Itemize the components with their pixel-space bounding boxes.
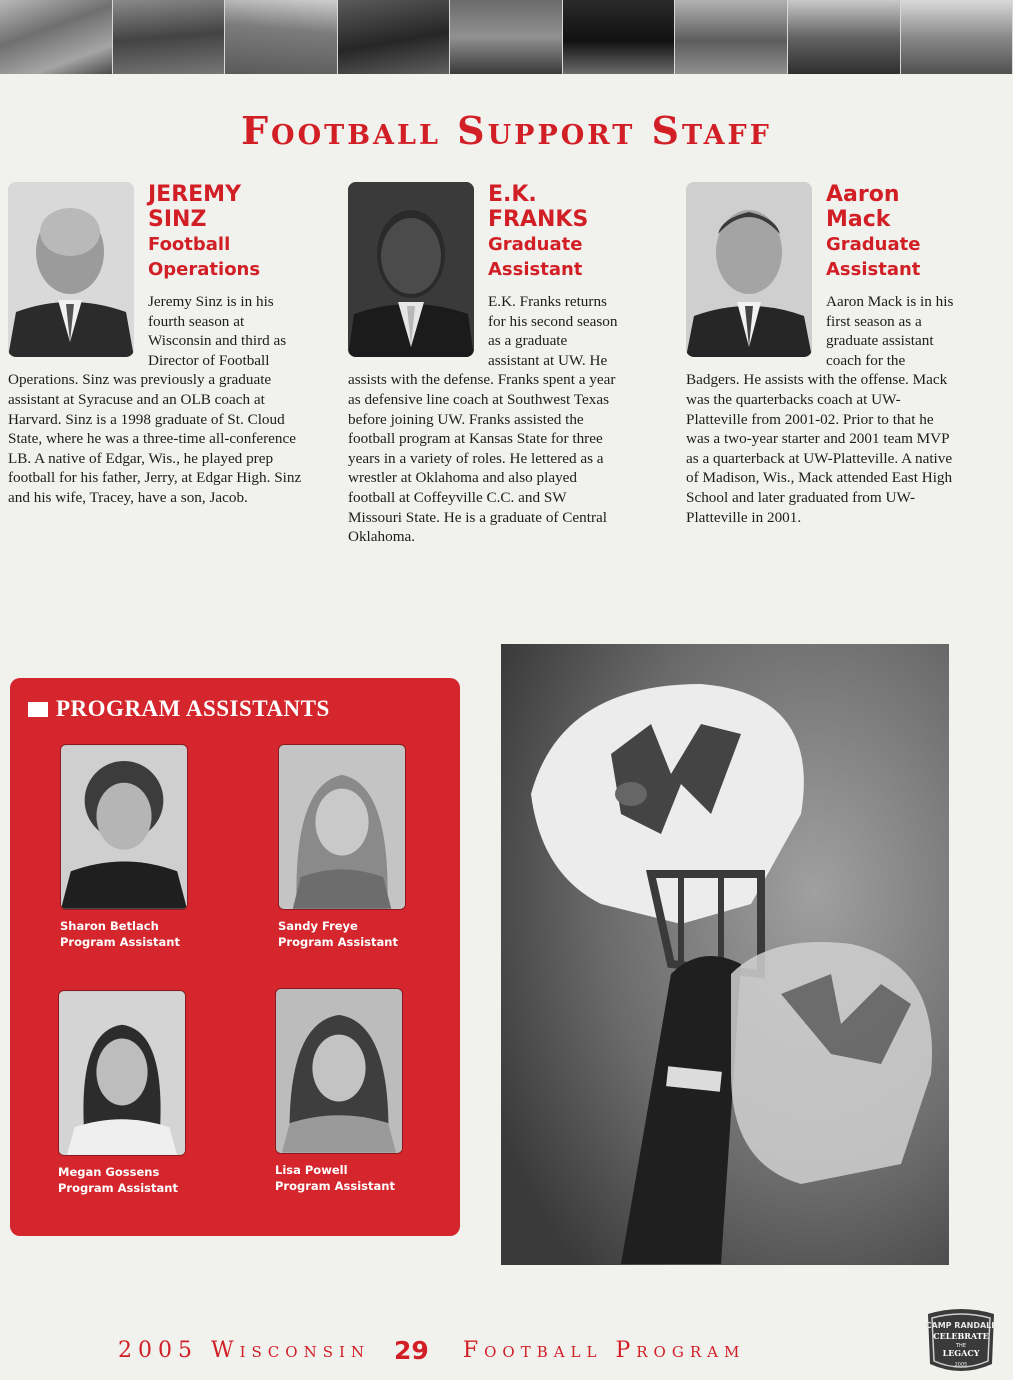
stadium-photo [0, 0, 113, 74]
footer-publication-right: Football Program [462, 1337, 746, 1363]
assistant-card [60, 744, 190, 950]
assistant-name: Lisa Powell [275, 1163, 348, 1177]
program-assistants-heading: PROGRAM ASSISTANTS [56, 696, 330, 721]
staff-photo [686, 182, 812, 357]
staff-photo [8, 182, 134, 357]
assistant-name: Megan Gossens [58, 1165, 160, 1179]
assistant-card [58, 990, 188, 1196]
logo-text-line3: THE [956, 1343, 966, 1349]
logo-text-line2: CELEBRATE [933, 1331, 989, 1341]
stadium-photo [225, 0, 338, 74]
staff-bio: Aaron Mack is in his first season as a graduate assistant coach for the Badgers. He assists with the offense. Mack was the quarterbacks coach at UW-Platteville from 2001-02. Prior to that he was a two-year starter and 2001 team MVP as a quarterback at UW-Platteville. A native of Madison, Wis., Mack attended East High School and later graduated from UW-Platteville in 2001. [686, 293, 954, 526]
stadium-photo [338, 0, 451, 74]
staff-name: JEREMY SINZ [148, 182, 242, 232]
staff-profile-sinz [8, 182, 306, 508]
staff-photo [348, 182, 474, 357]
square-bullet-icon [28, 702, 48, 717]
assistant-role: Program Assistant [278, 935, 398, 949]
photo-strip [0, 0, 1013, 74]
assistant-photo [60, 744, 188, 910]
logo-text-line1: CAMP RANDALL [925, 1321, 997, 1330]
page-number: 29 [394, 1335, 429, 1365]
staff-profile-franks [348, 182, 618, 547]
page-footer [118, 1330, 908, 1370]
staff-role: Graduate Assistant [826, 234, 921, 280]
staff-role: Football Operations [148, 234, 261, 280]
assistant-card [278, 744, 408, 950]
stadium-photo [563, 0, 676, 74]
staff-profile-mack [686, 182, 956, 527]
helmet-photo [501, 644, 949, 1265]
assistant-photo [58, 990, 186, 1156]
footer-publication-left: 2005 Wisconsin [118, 1337, 371, 1363]
assistant-name: Sandy Freye [278, 919, 358, 933]
staff-bio: E.K. Franks returns for his second season as a graduate assistant at UW. He assists with the defense. Franks spent a year as defensive line coach at Southwest Texas before joining UW. Franks assisted the football program at Kansas State for three years in a variety of roles. He lettered as a wrestler at Oklahoma and also played football at Coffeyville C.C. and SW Missouri State. He is a graduate of Central Oklahoma. [348, 293, 618, 546]
staff-bio: Jeremy Sinz is in his fourth season at Wisconsin and third as Director of Football Operations. Sinz was previously a graduate assistant at Syracuse and an OLB coach at Harvard. Sinz is a 1998 graduate of St. Cloud State, where he was a three-time all-conference LB. A native of Edgar, Wis., he played prep football for his father, Jerry, at Edgar High. Sinz and his wife, Tracey, have a son, Jacob. [8, 293, 302, 506]
staff-name: E.K. FRANKS [488, 182, 589, 232]
stadium-photo [901, 0, 1013, 74]
assistant-name: Sharon Betlach [60, 919, 159, 933]
assistant-photo [278, 744, 406, 910]
stadium-photo [675, 0, 788, 74]
assistant-card [275, 988, 405, 1194]
assistant-role: Program Assistant [58, 1181, 178, 1195]
logo-text-year: 2005 [954, 1362, 968, 1368]
stadium-photo [113, 0, 226, 74]
assistant-photo [275, 988, 403, 1154]
logo-text-line4: LEGACY [942, 1348, 980, 1358]
staff-role: Graduate Assistant [488, 234, 583, 280]
assistant-role: Program Assistant [275, 1179, 395, 1193]
staff-name: Aaron Mack [826, 182, 900, 232]
assistant-role: Program Assistant [60, 935, 180, 949]
stadium-photo [788, 0, 901, 74]
page-title: Football Support Staff [241, 108, 772, 153]
program-assistants-panel [10, 678, 460, 1236]
program-assistants-header [28, 696, 330, 722]
camp-randall-logo [922, 1306, 1000, 1376]
stadium-photo [450, 0, 563, 74]
